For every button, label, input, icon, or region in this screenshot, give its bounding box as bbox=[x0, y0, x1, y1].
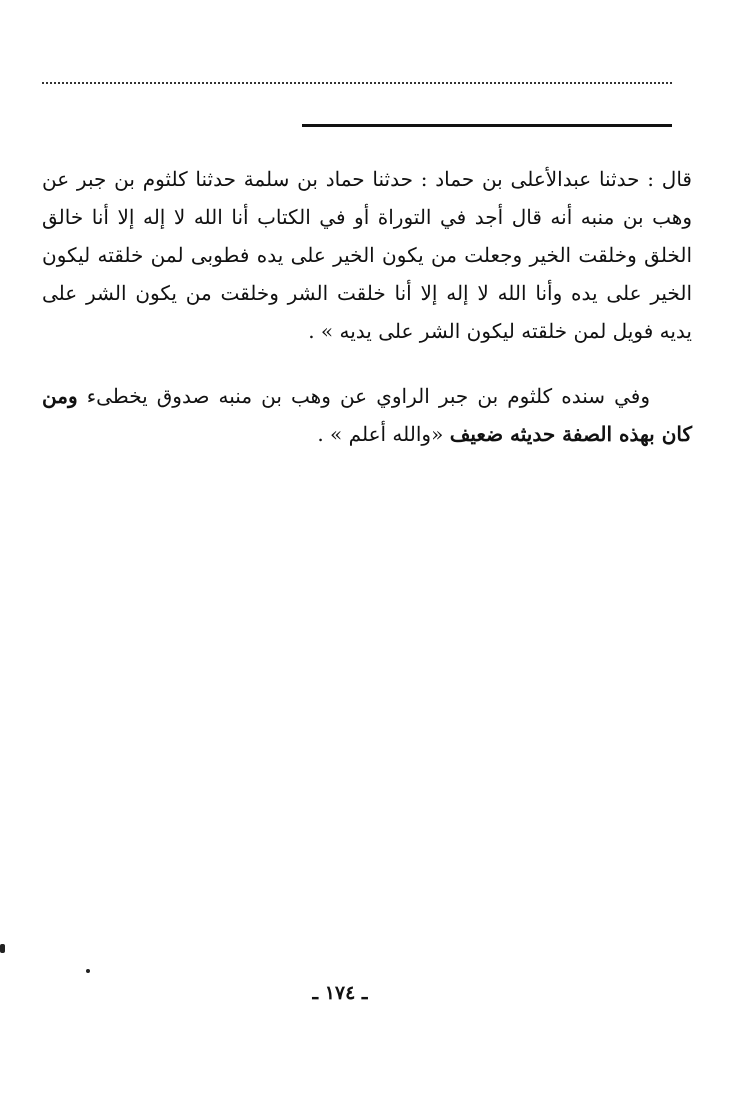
paragraph-commentary bbox=[42, 377, 692, 453]
paragraph-hadith-text: قال : حدثنا عبدالأعلى بن حماد : حدثنا حماد بن سلمة حدثنا كلثوم بن جبر عن وهب بن منبه أنه قال أجد في التوراة أو في الكتاب أنا الله لا إله إلا أنا خالق الخلق وخلقت الخير وجعلت من يكون الخير على يده فطوبى لمن خلقته ليكون الخير على يده وأنا الله لا إله إلا أنا خلقت الشر وخلقت من يكون الشر على يديه فويل لمن خلقته ليكون الشر على يديه » . bbox=[42, 167, 692, 343]
dotted-separator bbox=[42, 82, 672, 84]
commentary-bold-phrase: ومن كان بهذه الصفة حديثه ضعيف bbox=[42, 384, 692, 446]
scan-speck bbox=[86, 969, 90, 973]
heading-rule bbox=[302, 124, 672, 127]
commentary-intro: وفي سنده كلثوم بن جبر الراوي عن وهب بن منبه صدوق يخطىء bbox=[86, 384, 650, 408]
page-number: ـ ١٧٤ ـ bbox=[312, 982, 368, 1004]
commentary-ending: «والله أعلم » . bbox=[317, 422, 444, 446]
scan-edge-mark bbox=[0, 944, 5, 953]
